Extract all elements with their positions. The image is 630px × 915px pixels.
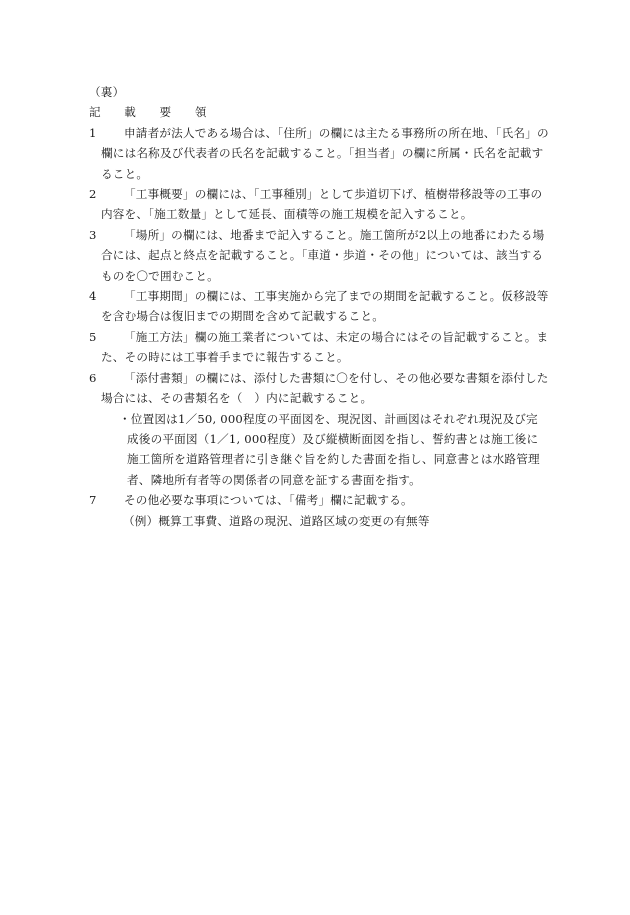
- instructions-document: [89, 82, 549, 531]
- attachment-definitions-note: ・位置図は1／50, 000程度の平面図を、現況図、計画図はそれぞれ現況及び完成後の平面図（1／1, 000程度）及び縦横断面図を指し、誓約書とは施工後に施工箇所を道路管理者に引き継ぐ旨を約した書面を指し、同意書とは水路管理者、隣地所有者等の関係者の同意を証する書面を指す。: [119, 411, 540, 487]
- instruction-item-2: [89, 184, 549, 225]
- item-number: 7: [89, 493, 97, 508]
- item-text: その他必要な事項については、「備考」欄に記載する。: [124, 493, 413, 508]
- item-6-note: [89, 409, 549, 491]
- item-number: 1: [89, 125, 97, 140]
- item-text: 「工事概要」の欄には、「工事種別」として歩道切下げ、植樹帯移設等の工事の内容を、「施工数量」として延長、面積等の施工規模を記入すること。: [101, 187, 543, 222]
- item-text: 「施工方法」欄の施工業者については、未定の場合にはその旨記載すること。また、その時には工事着手までに報告すること。: [101, 329, 549, 365]
- item-text: 「添付書類」の欄には、添付した書類に〇を付し、その他必要な書類を添付した場合には、その書類名を（ ）内に記載すること。: [101, 370, 549, 406]
- instruction-item-5: [89, 327, 549, 368]
- item-number: 5: [89, 329, 97, 344]
- instruction-item-1: [89, 123, 549, 184]
- instruction-item-4: [89, 286, 549, 327]
- instruction-item-6: [89, 368, 549, 409]
- instruction-item-7: [89, 490, 549, 510]
- item-text: 申請者が法人である場合は、「住所」の欄には主たる事務所の所在地、「氏名」の欄には名称及び代表者の氏名を記載すること。「担当者」の欄に所属・氏名を記載すること。: [101, 125, 549, 181]
- item-number: 4: [89, 289, 97, 304]
- item-number: 6: [89, 370, 97, 385]
- instruction-item-3: [89, 225, 549, 286]
- item-text: 「場所」の欄には、地番まで記入すること。施工箇所が2以上の地番にわたる場合には、起点と終点を記載すること。「車道・歩道・その他」については、該当するものを〇で囲むこと。: [101, 227, 545, 283]
- item-text: 「工事期間」の欄には、工事実施から完了までの期間を記載すること。仮移設等を含む場合は復旧までの期間を含めて記載すること。: [101, 289, 549, 324]
- item-7-example: （例）概算工事費、道路の現況、道路区域の変更の有無等: [123, 513, 430, 528]
- back-side-label: （裏）: [89, 85, 125, 99]
- item-number: 3: [89, 227, 97, 242]
- item-number: 2: [89, 187, 97, 202]
- document-title: 記 載 要 領: [89, 105, 217, 120]
